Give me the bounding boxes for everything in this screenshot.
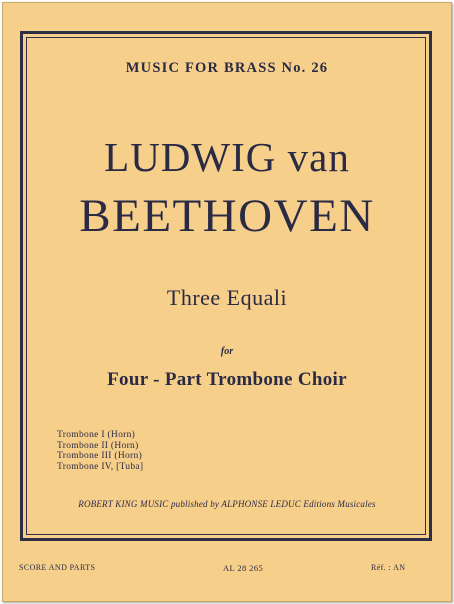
for-label: for	[220, 346, 234, 357]
instrument-item: Trombone II (Horn)	[57, 440, 139, 451]
work-title: Three Equali	[166, 285, 288, 310]
reference-code: Réf. : AN	[371, 563, 406, 572]
composer-first-name: LUDWIG van	[104, 134, 350, 180]
instrument-item: Trombone IV, [Tuba]	[57, 461, 144, 472]
ensemble-title: Four - Part Trombone Choir	[107, 369, 347, 390]
sheet-music-cover	[2, 2, 452, 602]
catalog-number: AL 28 265	[223, 563, 264, 573]
instrument-list	[57, 430, 143, 472]
publisher-line: ROBERT KING MUSIC published by ALPHONSE LEDUC Editions Musicales	[78, 499, 376, 509]
instrument-item: Trombone I (Horn)	[57, 430, 136, 440]
composer-last-name: BEETHOVEN	[79, 190, 375, 242]
edition-type: SCORE AND PARTS	[19, 563, 96, 572]
instrument-item: Trombone III (Horn)	[57, 451, 143, 461]
series-title: MUSIC FOR BRASS No. 26	[125, 60, 329, 76]
